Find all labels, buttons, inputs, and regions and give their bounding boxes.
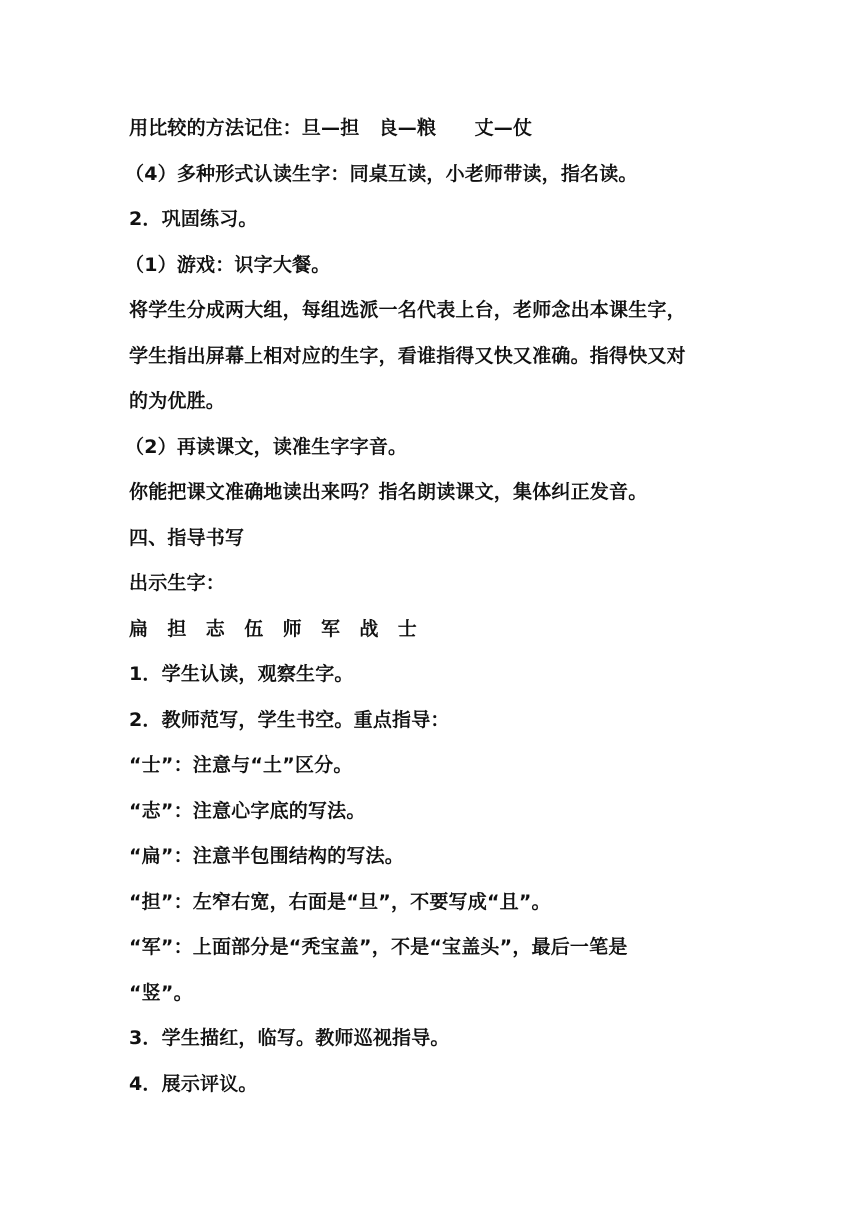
text-line-step-3: 3．学生描红，临写。教师巡视指导。	[129, 1027, 450, 1049]
text-line-note-jun-2: “竖”。	[129, 981, 193, 1004]
text-line-note-jun-1: “军”：上面部分是“秃宝盖”，不是“宝盖头”，最后一笔是	[129, 936, 628, 958]
text-line-game-rules-2: 学生指出屏幕上相对应的生字，看谁指得又快又准确。指得快又对	[129, 344, 686, 367]
text-line-note-shi: “士”：注意与“土”区分。	[129, 754, 353, 776]
text-line-recognize-forms: （4）多种形式认读生字：同桌互读，小老师带读，指名读。	[125, 162, 638, 185]
text-line-step-2: 2．教师范写，学生书空。重点指导：	[129, 708, 450, 731]
heading-consolidation-practice: 2．巩固练习。	[129, 208, 258, 230]
text-line-game-rules-3: 的为优胜。	[129, 390, 226, 412]
text-line-note-zhi: “志”：注意心字底的写法。	[129, 799, 366, 822]
text-line-game-rules-1: 将学生分成两大组，每组选派一名代表上台，老师念出本课生字，	[129, 299, 686, 321]
text-line-step-1: 1．学生认读，观察生字。	[129, 663, 354, 685]
text-line-step-4: 4．展示评议。	[129, 1072, 258, 1095]
text-line-show-characters: 出示生字：	[129, 572, 226, 594]
text-line-compare-method: 用比较的方法记住：旦—担 良—粮 丈—仗	[129, 117, 533, 139]
text-line-note-bian: “扁”：注意半包围结构的写法。	[129, 845, 404, 867]
section-heading-writing: 四、指导书写	[129, 526, 245, 549]
text-line-read-aloud: 你能把课文准确地读出来吗？指名朗读课文，集体纠正发音。	[129, 481, 648, 503]
text-line-game: （1）游戏：识字大餐。	[125, 253, 331, 276]
text-line-reread: （2）再读课文，读准生字字音。	[125, 435, 408, 458]
text-line-note-dan: “担”：左窄右宽，右面是“旦”，不要写成“且”。	[129, 890, 551, 913]
document-body	[125, 106, 729, 1107]
character-list: 扁 担 志 伍 师 军 战 士	[129, 617, 418, 640]
